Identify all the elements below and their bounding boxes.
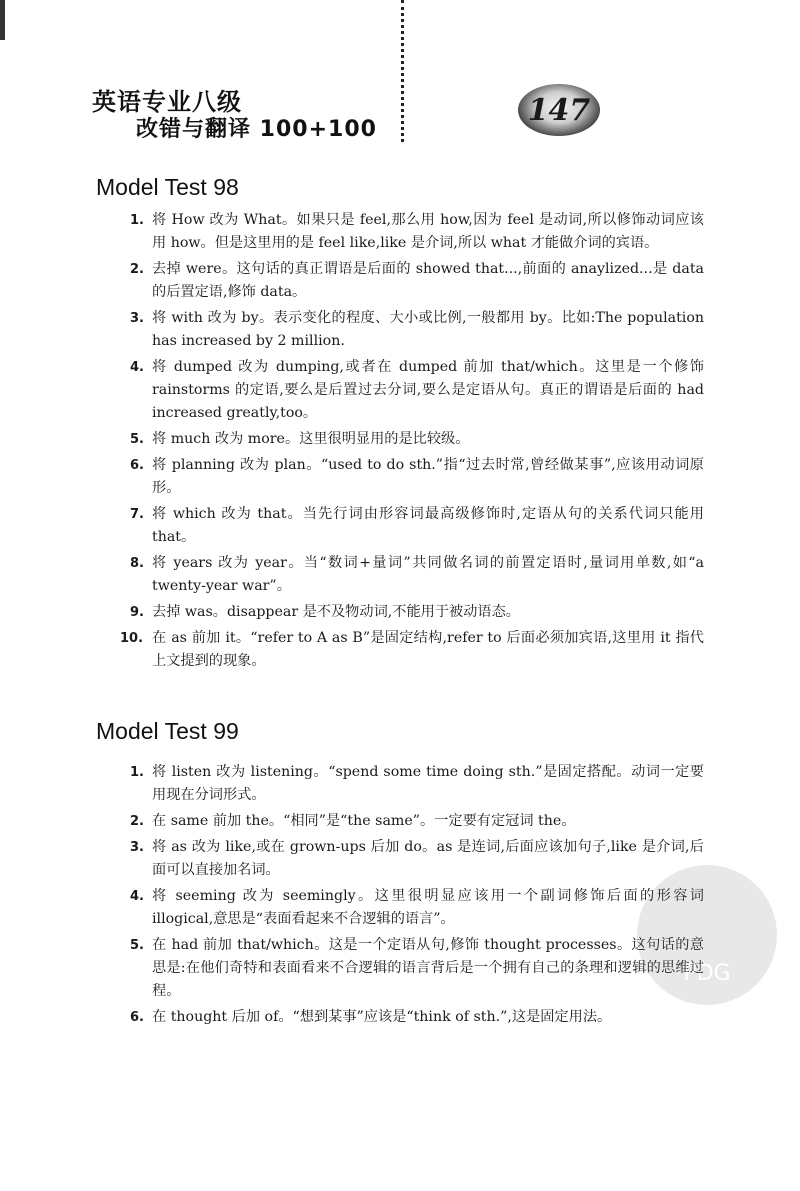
list-item bbox=[120, 627, 704, 673]
item-number: 2. bbox=[130, 262, 144, 277]
item-text: 将 which 改为 that。当先行词由形容词最高级修饰时,定语从句的关系代词只能用 that。 bbox=[152, 506, 704, 545]
list-item bbox=[124, 810, 704, 833]
list-item bbox=[124, 428, 704, 451]
header-dotted-divider bbox=[401, 0, 404, 142]
item-number: 1. bbox=[130, 765, 144, 780]
item-text: 将 much 改为 more。这里很明显用的是比较级。 bbox=[152, 431, 470, 447]
item-number: 1. bbox=[130, 213, 144, 228]
item-number: 3. bbox=[130, 311, 144, 326]
book-title-line1: 英语专业八级 bbox=[92, 88, 242, 116]
item-number: 10. bbox=[120, 631, 144, 646]
item-number: 5. bbox=[130, 432, 144, 447]
section-title-model-test-99: Model Test 99 bbox=[96, 718, 239, 744]
list-item bbox=[124, 503, 704, 549]
answer-list-98 bbox=[120, 209, 704, 676]
section-title-model-test-98: Model Test 98 bbox=[96, 174, 239, 200]
item-text: 在 as 前加 it。“refer to A as B”是固定结构,refer to 后面必须加宾语,这里用 it 指代上文提到的现象。 bbox=[152, 630, 704, 669]
item-text: 去掉 was。disappear 是不及物动词,不能用于被动语态。 bbox=[152, 604, 520, 620]
list-item bbox=[124, 209, 704, 255]
item-text: 将 How 改为 What。如果只是 feel,那么用 how,因为 feel 是动词,所以修饰动词应该用 how。但是这里用的是 feel like,like 是介词,所以 what 才能做介词的宾语。 bbox=[152, 212, 704, 251]
item-text: 去掉 were。这句话的真正谓语是后面的 showed that...,前面的 anaylized...是 data 的后置定语,修饰 data。 bbox=[152, 261, 704, 300]
item-text: 将 dumped 改为 dumping,或者在 dumped 前加 that/which。这里是一个修饰 rainstorms 的定语,要么是后置过去分词,要么是定语从句。真正的谓语是后面的 had increased greatly,too。 bbox=[152, 359, 704, 421]
item-number: 7. bbox=[130, 507, 144, 522]
item-text: 在 had 前加 that/which。这是一个定语从句,修饰 thought processes。这句话的意思是:在他们奇特和表面看来不合逻辑的语言背后是一个拥有自己的条理和逻辑的思维过程。 bbox=[152, 937, 704, 999]
list-item bbox=[124, 454, 704, 500]
item-number: 4. bbox=[130, 360, 144, 375]
item-number: 8. bbox=[130, 556, 144, 571]
item-text: 在 same 前加 the。“相同”是“the same”。一定要有定冠词 the。 bbox=[152, 813, 576, 829]
watermark-text: PDG bbox=[683, 961, 731, 986]
list-item bbox=[124, 885, 704, 931]
pdg-watermark bbox=[632, 860, 782, 1010]
book-title-line2: 改错与翻译 100+100 bbox=[136, 117, 377, 142]
item-number: 6. bbox=[130, 458, 144, 473]
answer-list-99 bbox=[124, 761, 704, 1032]
item-text: 将 listen 改为 listening。“spend some time doing sth.”是固定搭配。动词一定要用现在分词形式。 bbox=[152, 764, 704, 803]
list-item bbox=[124, 601, 704, 624]
page-number: 147 bbox=[527, 92, 591, 128]
item-text: 在 thought 后加 of。“想到某事”应该是“think of sth.”,这是固定用法。 bbox=[152, 1009, 612, 1025]
list-item bbox=[124, 356, 704, 425]
list-item bbox=[124, 552, 704, 598]
list-item bbox=[124, 258, 704, 304]
item-number: 4. bbox=[130, 889, 144, 904]
list-item bbox=[124, 1006, 704, 1029]
item-text: 将 as 改为 like,或在 grown-ups 后加 do。as 是连词,后面应该加句子,like 是介词,后面可以直接加名词。 bbox=[152, 839, 704, 878]
item-text: 将 seeming 改为 seemingly。这里很明显应该用一个副词修饰后面的形容词 illogical,意思是“表面看起来不合逻辑的语言”。 bbox=[152, 888, 704, 927]
item-text: 将 with 改为 by。表示变化的程度、大小或比例,一般都用 by。比如:The population has increased by 2 million. bbox=[152, 310, 704, 349]
item-number: 5. bbox=[130, 938, 144, 953]
item-number: 2. bbox=[130, 814, 144, 829]
list-item bbox=[124, 836, 704, 882]
list-item bbox=[124, 307, 704, 353]
list-item bbox=[124, 761, 704, 807]
item-text: 将 years 改为 year。当“数词+量词”共同做名词的前置定语时,量词用单数,如“a twenty-year war”。 bbox=[152, 555, 704, 594]
item-text: 将 planning 改为 plan。“used to do sth.”指“过去时常,曾经做某事”,应该用动词原形。 bbox=[152, 457, 704, 496]
list-item bbox=[124, 934, 704, 1003]
page-edge bbox=[0, 0, 5, 40]
page-number-badge bbox=[518, 84, 600, 136]
item-number: 3. bbox=[130, 840, 144, 855]
item-number: 9. bbox=[130, 605, 144, 620]
item-number: 6. bbox=[130, 1010, 144, 1025]
